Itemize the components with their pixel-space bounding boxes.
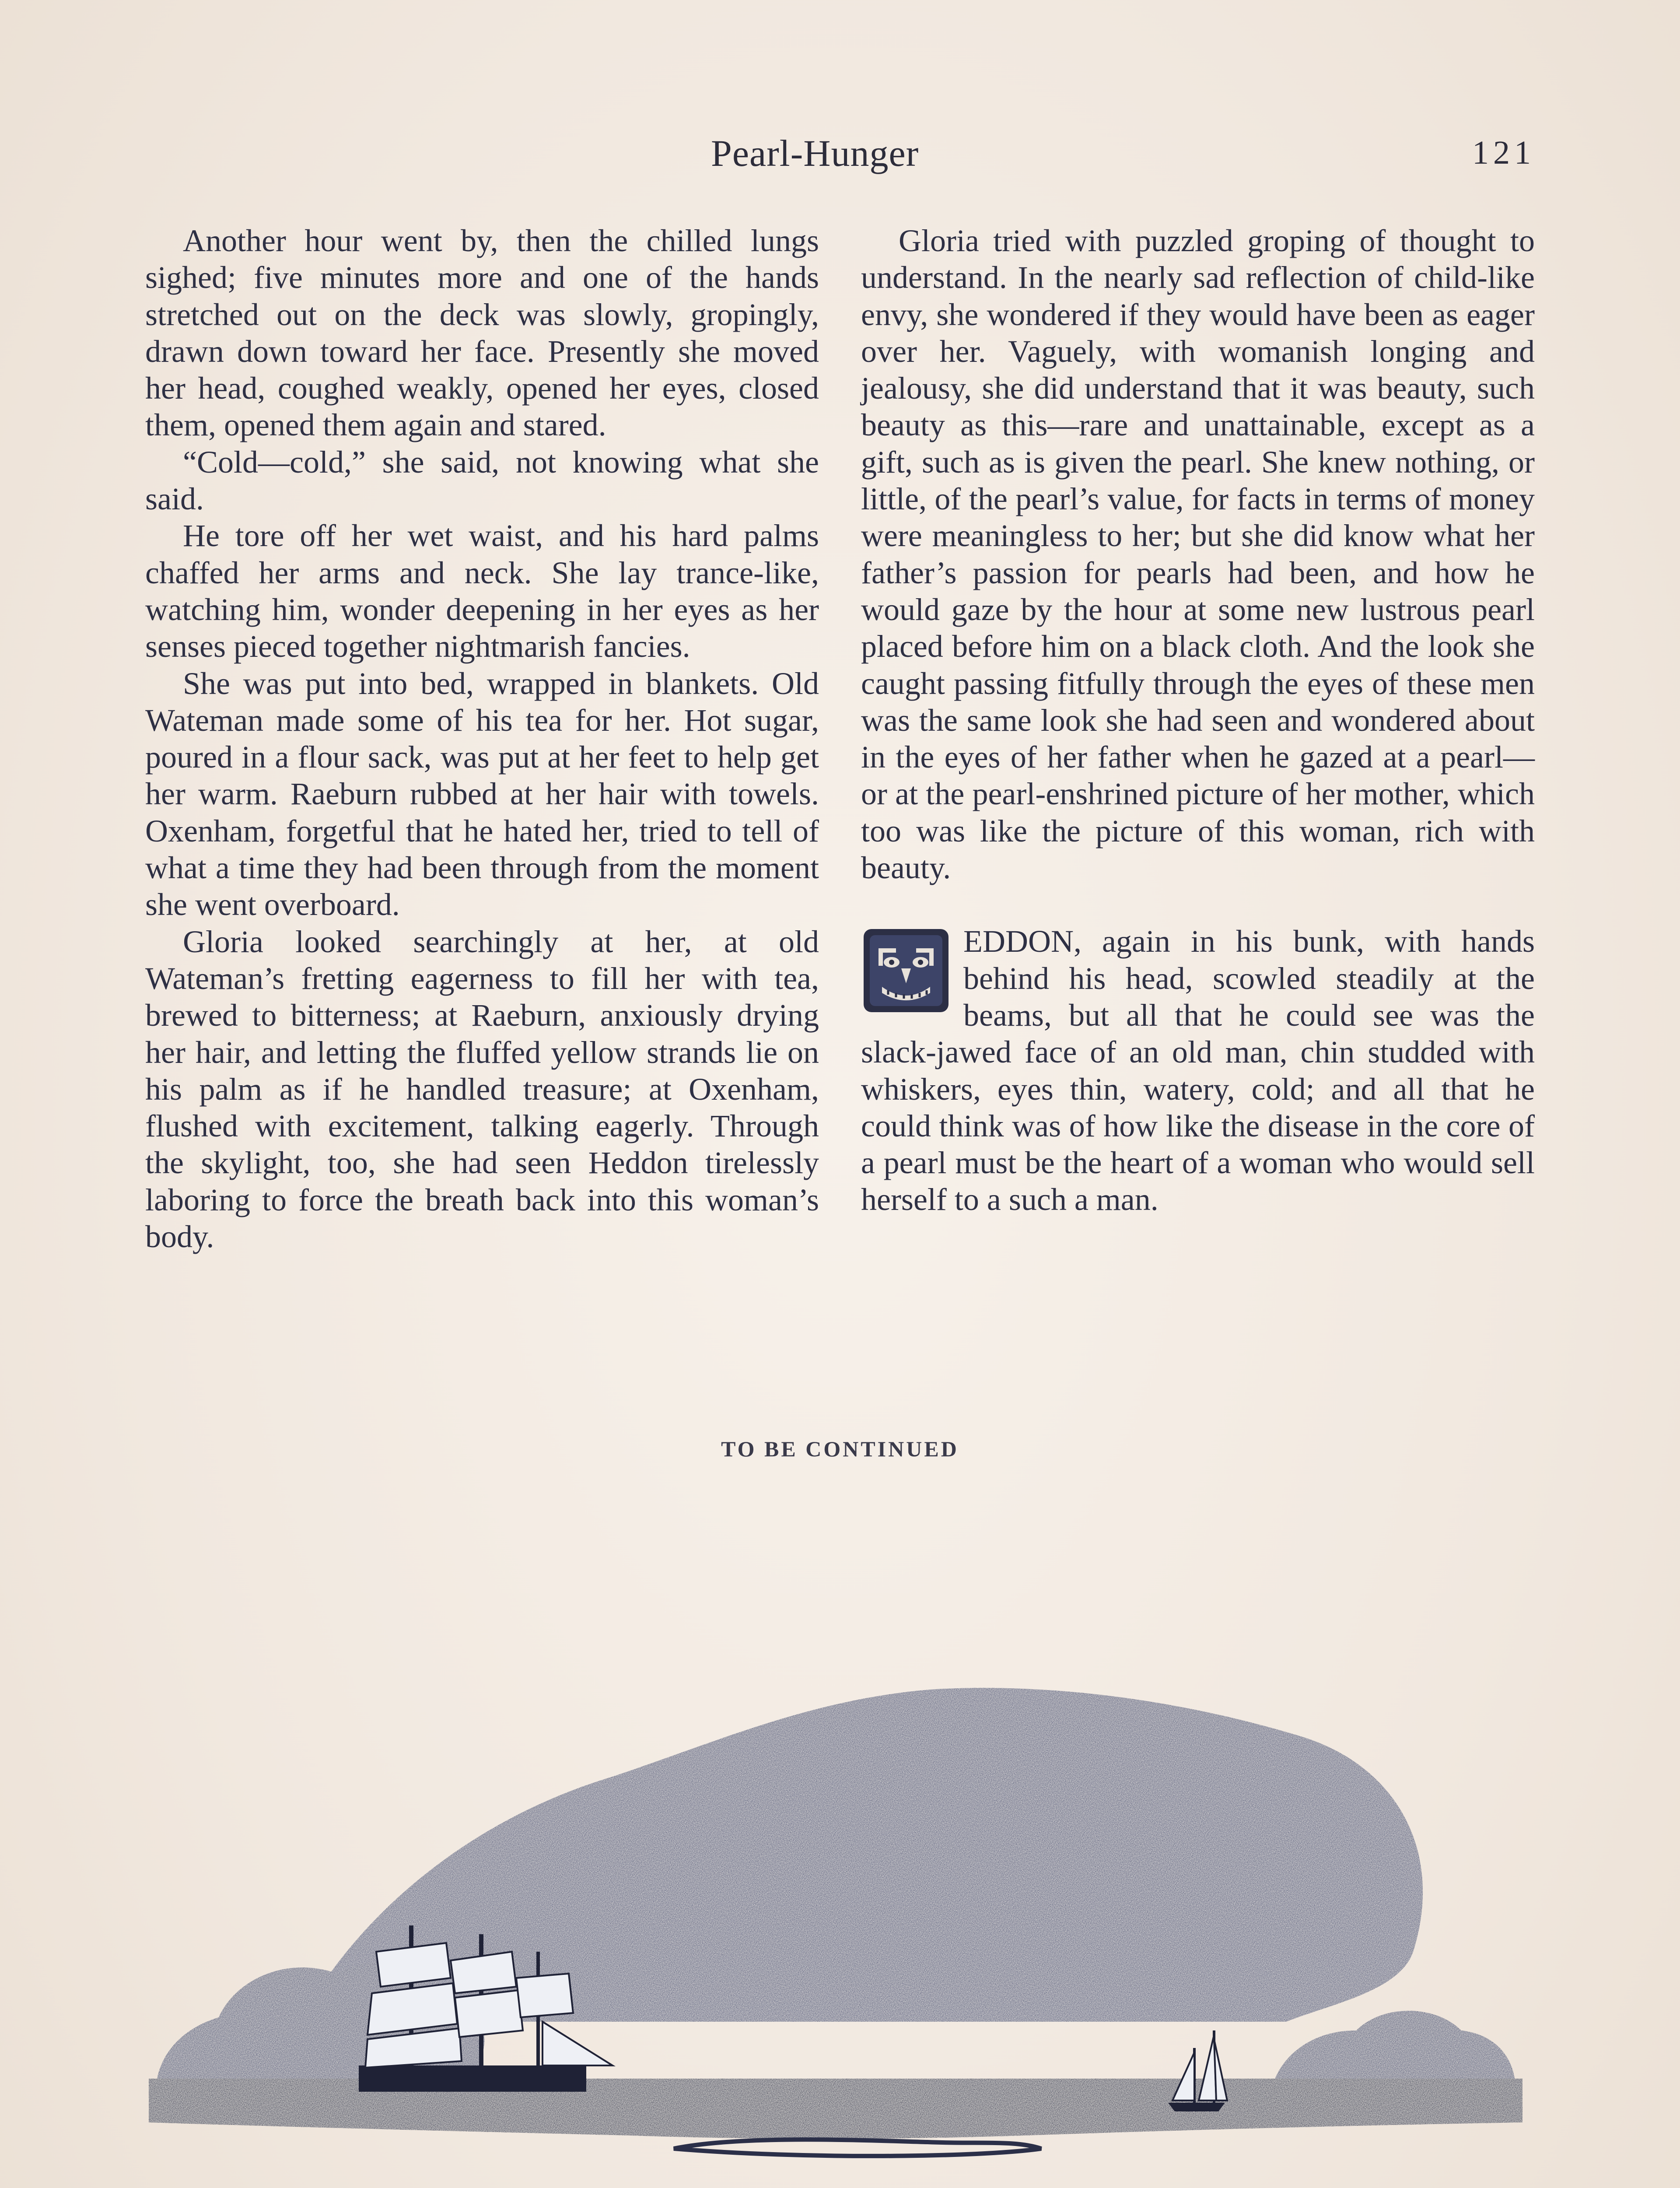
initial-paragraph-text: EDDON, again in his bunk, with hands behind his head, scowled steadily at the beams, but all that he could see was the slack-jawed face of an old man, chin studded with whiskers, eyes thin, watery, cold; and all that he could think was of how like the disease in the core of a pearl must be the heart of a woman who would sell herself to a such a man. [861, 924, 1535, 1217]
paragraph: Another hour went by, then the chilled lungs sighed; five minutes more and one of the hands stretched out on the deck was slowly, gropingly, drawn down toward her face. Presently she moved her head, coughed weakly, opened her eyes, closed them, opened them again and stared. [145, 223, 819, 443]
left-column [145, 222, 819, 1255]
drop-cap-totem-icon [861, 926, 951, 1015]
to-be-continued-label: TO BE CONTINUED [721, 1437, 959, 1461]
page-header [0, 131, 1680, 184]
running-title: Pearl-Hunger [711, 132, 919, 174]
paragraph: “Cold—cold,” she said, not knowing what she said. [145, 444, 819, 517]
paragraph-with-initial [861, 923, 1535, 1218]
paragraph: Gloria tried with puzzled groping of thought to understand. In the nearly sad reflection of child-like envy, she wondered if they would have been as eager over her. Vaguely, with womanish longing and jealousy, she did understand that it was beauty, such beauty as this—rare and unattainable, except as a gift, such as is given the pearl. She knew nothing, or little, of the pearl’s value, for facts in terms of money were meaningless to her; but she did know what her father’s passion for pearls had been, and how he would gaze by the hour at some new lustrous pearl placed before him on a black cloth. And the look she caught passing fitfully through the eyes of these men was the same look she had seen and wondered about in the eyes of her father when he gazed at a pearl—or at the pearl-enshrined picture of her mother, which too was like the picture of this woman, rich with beauty. [861, 223, 1535, 886]
paragraph: He tore off her wet waist, and his hard palms chaffed her arms and neck. She lay trance-like, watching him, wonder deepening in her eyes as her senses pieced together nightmarish fancies. [145, 518, 819, 664]
page-number: 121 [1472, 134, 1535, 171]
island-ships-illustration [149, 1672, 1522, 2184]
paragraph: She was put into bed, wrapped in blankets. Old Wateman made some of his tea for her. Hot sugar, poured in a flour sack, was put at her feet to help get her warm. Raeburn rubbed at her hair with towels. Oxenham, forgetful that he hated her, tried to tell of what a time they had been through from the moment she went overboard. [145, 666, 819, 922]
right-column [861, 222, 1535, 1218]
paragraph: Gloria looked searchingly at her, at old Wateman’s fretting eagerness to fill her with tea, brewed to bitterness; at Raeburn, anxiously drying her hair, and letting the fluffed yellow strands lie on his palm as if he handled treasure; at Oxenham, flushed with excitement, talking eagerly. Through the skylight, too, she had seen Heddon tirelessly laboring to force the breath back into this woman’s body. [145, 924, 819, 1255]
